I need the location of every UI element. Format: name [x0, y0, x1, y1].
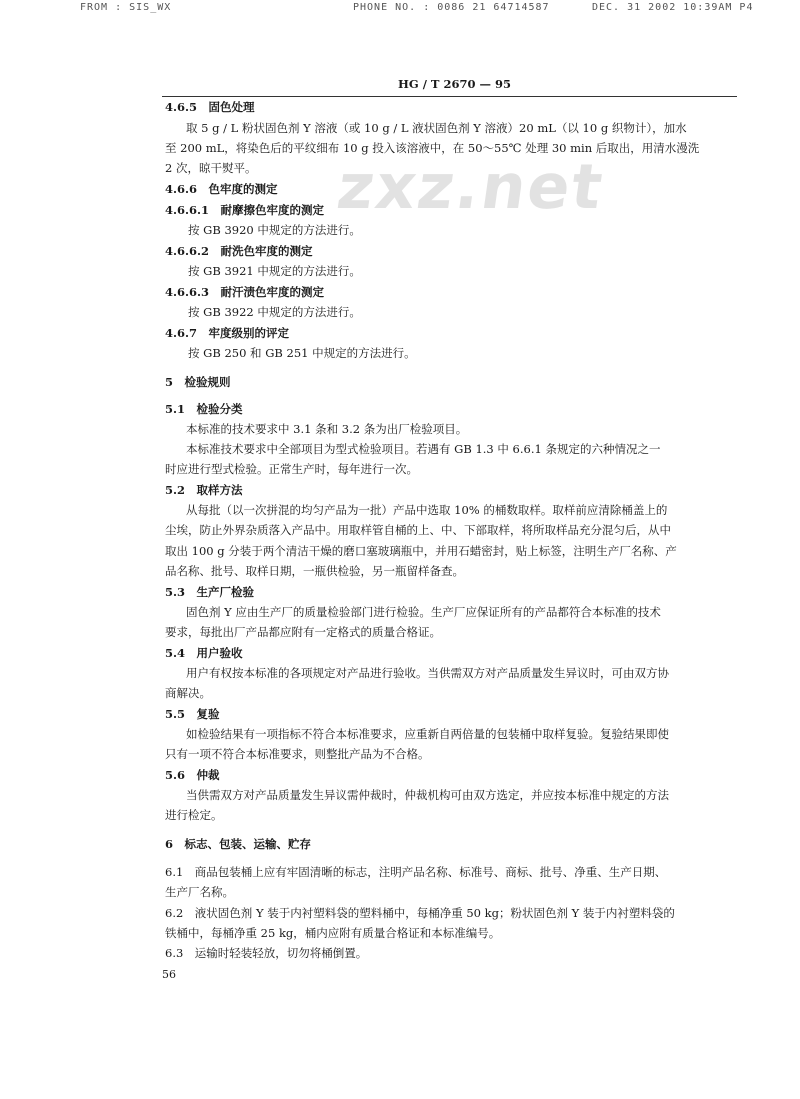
- section-heading: 4.6.6 色牢度的测定: [165, 182, 278, 196]
- paragraph-line: 至 200 mL，将染色后的平纹细布 10 g 投入该溶液中，在 50～55℃ 处理 30 min 后取出，用清水漫洗: [165, 141, 700, 155]
- paragraph-line: 按 GB 3920 中规定的方法进行。: [188, 223, 361, 237]
- paragraph-line: 按 GB 3922 中规定的方法进行。: [188, 305, 361, 319]
- paragraph-line: 进行检定。: [165, 808, 223, 822]
- header-rule: [162, 96, 737, 97]
- section-heading: 4.6.7 牢度级别的评定: [165, 326, 290, 340]
- paragraph-line: 6.2 液状固色剂 Y 装于内衬塑料袋的塑料桶中，每桶净重 50 kg；粉状固色剂 Y 装于内衬塑料袋的: [165, 906, 675, 920]
- section-heading: 5.4 用户验收: [165, 646, 243, 660]
- paragraph-line: 尘埃，防止外界杂质落入产品中。用取样管自桶的上、中、下部取样，将所取样品充分混匀后，从中: [165, 523, 671, 537]
- paragraph-line: 生产厂名称。: [165, 885, 234, 899]
- fax-sender: FROM : SIS_WX: [80, 2, 172, 13]
- paragraph-line: 当供需双方对产品质量发生异议需仲裁时，仲裁机构可由双方选定，并应按本标准中规定的方法: [186, 788, 669, 802]
- section-heading: 5.1 检验分类: [165, 402, 243, 416]
- paragraph-line: 2 次，晾干熨平。: [165, 161, 257, 175]
- paragraph-line: 按 GB 250 和 GB 251 中规定的方法进行。: [188, 346, 416, 360]
- paragraph-line: 只有一项不符合本标准要求，则整批产品为不合格。: [165, 747, 430, 761]
- paragraph-line: 品名称、批号、取样日期，一瓶供检验，另一瓶留样备查。: [165, 564, 464, 578]
- paragraph-line: 要求，每批出厂产品都应附有一定格式的质量合格证。: [165, 625, 441, 639]
- section-heading: 4.6.6.3 耐汗渍色牢度的测定: [165, 285, 325, 299]
- section-heading: 5.5 复验: [165, 707, 220, 721]
- section-heading: 5.3 生产厂检验: [165, 585, 255, 599]
- paragraph-line: 取出 100 g 分装于两个清洁干燥的磨口塞玻璃瓶中，并用石蜡密封，贴上标签，注明生产厂名称、产: [165, 544, 677, 558]
- paragraph-line: 6.1 商品包装桶上应有牢固清晰的标志，注明产品名称、标准号、商标、批号、净重、生产日期、: [165, 865, 667, 879]
- section-heading: 4.6.5 固色处理: [165, 100, 255, 114]
- section-heading: 4.6.6.2 耐洗色牢度的测定: [165, 244, 313, 258]
- paragraph-line: 商解决。: [165, 686, 211, 700]
- fax-date: DEC. 31 2002 10:39AM P4: [592, 2, 754, 13]
- chapter-heading: 5 检验规则: [165, 375, 231, 389]
- section-heading: 5.2 取样方法: [165, 483, 243, 497]
- section-heading: 4.6.6.1 耐摩擦色牢度的测定: [165, 203, 325, 217]
- fax-phone: PHONE NO. : 0086 21 64714587: [353, 2, 550, 13]
- page-header: HG / T 2670 — 95: [398, 77, 511, 91]
- chapter-heading: 6 标志、包装、运输、贮存: [165, 837, 312, 851]
- page-number: 56: [162, 968, 176, 981]
- paragraph-line: 本标准的技术要求中 3.1 条和 3.2 条为出厂检验项目。: [186, 422, 468, 436]
- paragraph-line: 本标准技术要求中全部项目为型式检验项目。若遇有 GB 1.3 中 6.6.1 条规定的六种情况之一: [186, 442, 661, 456]
- paragraph-line: 从每批（以一次拼混的均匀产品为一批）产品中选取 10% 的桶数取样。取样前应清除桶盖上的: [186, 503, 668, 517]
- paragraph-line: 铁桶中，每桶净重 25 kg，桶内应附有质量合格证和本标准编号。: [165, 926, 501, 940]
- paragraph-line: 如检验结果有一项指标不符合本标准要求，应重新自两倍量的包装桶中取样复验。复验结果即使: [186, 727, 669, 741]
- section-heading: 5.6 仲裁: [165, 768, 220, 782]
- paragraph-line: 用户有权按本标准的各项规定对产品进行验收。当供需双方对产品质量发生异议时，可由双方协: [186, 666, 669, 680]
- paragraph-line: 取 5 g / L 粉状固色剂 Y 溶液（或 10 g / L 液状固色剂 Y 溶液）20 mL（以 10 g 织物计），加水: [186, 121, 687, 135]
- watermark: zxz.net: [332, 150, 609, 223]
- paragraph-line: 6.3 运输时轻装轻放，切勿将桶倒置。: [165, 946, 368, 960]
- paragraph-line: 时应进行型式检验。正常生产时，每年进行一次。: [165, 462, 418, 476]
- paragraph-line: 固色剂 Y 应由生产厂的质量检验部门进行检验。生产厂应保证所有的产品都符合本标准的技术: [186, 605, 661, 619]
- paragraph-line: 按 GB 3921 中规定的方法进行。: [188, 264, 361, 278]
